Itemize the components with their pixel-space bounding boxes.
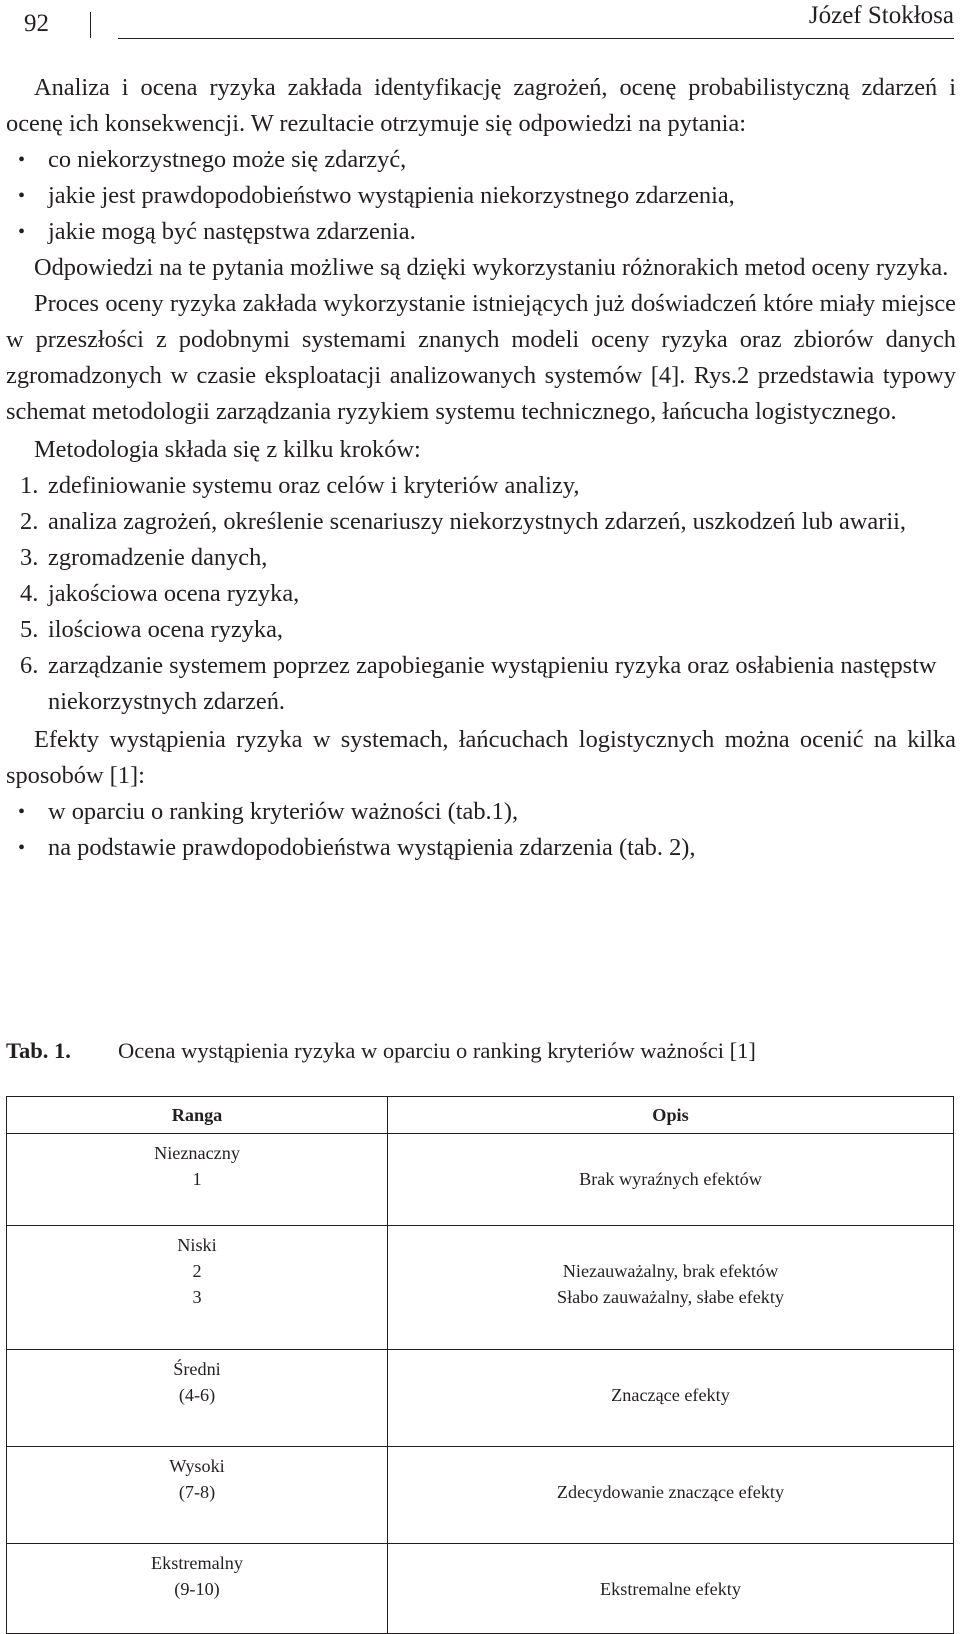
list-item: • na podstawie prawdopodobieństwa wystąpienia zdarzenia (tab. 2), xyxy=(6,830,956,866)
effects-paragraph: Efekty wystąpienia ryzyka w systemach, łańcuchach logistycznych można ocenić na kilka sposobów [1]: xyxy=(6,726,956,789)
list-item xyxy=(6,576,956,612)
table-row xyxy=(7,1226,954,1350)
description-cell xyxy=(388,1350,954,1447)
description-cell xyxy=(388,1226,954,1350)
step-number: 5. xyxy=(20,616,39,643)
answers-paragraph: Odpowiedzi na te pytania możliwe są dzięki wykorzystaniu różnorakich metod oceny ryzyka. xyxy=(34,254,949,281)
risk-ranking-table xyxy=(6,1096,954,1634)
description-text: Zdecydowanie znaczące efekty xyxy=(556,1482,785,1502)
page-number: 92 xyxy=(24,10,49,37)
step-number: 1. xyxy=(20,472,39,499)
rank-name: Wysoki xyxy=(169,1456,225,1476)
list-item xyxy=(6,540,956,576)
rank-value: (9-10) xyxy=(174,1579,220,1599)
step-number: 6. xyxy=(20,652,39,679)
rank-cell xyxy=(7,1447,388,1544)
step-text: ilościowa ocena ryzyka, xyxy=(48,616,283,643)
step-text: zgromadzenie danych, xyxy=(48,544,268,571)
table-row xyxy=(7,1544,954,1634)
step-number: 2. xyxy=(20,508,39,535)
questions-list xyxy=(6,142,956,250)
rank-value: (4-6) xyxy=(178,1385,216,1405)
description-text: Brak wyraźnych efektów xyxy=(579,1169,762,1189)
running-head-author: Józef Stokłosa xyxy=(808,2,954,29)
column-header-rank: Ranga xyxy=(7,1097,388,1134)
list-item xyxy=(6,504,956,540)
rank-cell xyxy=(7,1226,388,1350)
list-item: • w oparciu o ranking kryteriów ważności (tab.1), xyxy=(6,794,956,830)
list-item xyxy=(6,468,956,504)
description-cell xyxy=(388,1544,954,1634)
list-item: • jakie mogą być następstwa zdarzenia. xyxy=(6,214,956,250)
methodology-steps xyxy=(6,468,956,720)
description-text: Niezauważalny, brak efektów xyxy=(562,1261,779,1281)
step-text: jakościowa ocena ryzyka, xyxy=(48,580,300,607)
description-text: Ekstremalne efekty xyxy=(600,1579,741,1599)
step-text: analiza zagrożeń, określenie scenariuszy niekorzystnych zdarzeń, uszkodzeń lub awarii, xyxy=(48,508,907,535)
table-row xyxy=(7,1447,954,1544)
rank-value: 1 xyxy=(192,1169,202,1189)
description-text: Znaczące efekty xyxy=(611,1385,730,1405)
rank-value: (7-8) xyxy=(178,1482,216,1502)
table-caption-text: Ocena wystąpienia ryzyka w oparciu o ranking kryteriów ważności [1] xyxy=(118,1038,756,1063)
rank-name: Niski xyxy=(177,1235,217,1255)
list-item: • jakie jest prawdopodobieństwo wystąpienia niekorzystnego zdarzenia, xyxy=(6,178,956,214)
rank-value: 2 xyxy=(192,1261,202,1281)
page-header xyxy=(0,0,960,44)
step-text: zdefiniowanie systemu oraz celów i kryteriów analizy, xyxy=(48,472,580,499)
methodology-intro: Metodologia składa się z kilku kroków: xyxy=(34,436,421,463)
step-number: 3. xyxy=(20,544,39,571)
list-item xyxy=(6,612,956,648)
table-header-row xyxy=(7,1097,954,1134)
description-cell xyxy=(388,1134,954,1226)
column-header-description: Opis xyxy=(388,1097,954,1134)
body-text xyxy=(6,70,956,866)
step-text: zarządzanie systemem poprzez zapobieganie wystąpieniu ryzyka oraz osłabienia następstw niekorzystnych zdarzeń. xyxy=(48,652,937,715)
rank-name: Średni xyxy=(173,1359,221,1379)
rank-cell xyxy=(7,1350,388,1447)
rank-cell xyxy=(7,1134,388,1226)
rank-name: Nieznaczny xyxy=(154,1143,240,1163)
header-separator xyxy=(90,12,91,38)
rank-value: 3 xyxy=(192,1287,202,1307)
rank-name: Ekstremalny xyxy=(151,1553,243,1573)
description-text: Słabo zauważalny, słabe efekty xyxy=(556,1287,785,1307)
list-item xyxy=(6,648,956,720)
table-row xyxy=(7,1134,954,1226)
rank-cell xyxy=(7,1544,388,1634)
intro-paragraph: Analiza i ocena ryzyka zakłada identyfikację zagrożeń, ocenę probabilistyczną zdarzeń i ocenę ich konsekwencji. W rezultacie otrzymuje się odpowiedzi na pytania: xyxy=(6,74,956,137)
process-paragraph: Proces oceny ryzyka zakłada wykorzystanie istniejących już doświadczeń które miały miejsce w przeszłości z podobnymi systemami znanych modeli oceny ryzyka oraz zbiorów danych zgromadzonych w czasie eksploatacji analizowanych systemów [4]. Rys.2 przedstawia typowy schemat metodologii zarządzania ryzykiem systemu technicznego, łańcucha logistycznego. xyxy=(6,290,956,425)
table-label: Tab. 1. xyxy=(6,1038,71,1063)
effects-methods-list xyxy=(6,794,956,866)
header-rule xyxy=(118,38,954,39)
list-item: • co niekorzystnego może się zdarzyć, xyxy=(6,142,956,178)
table-row xyxy=(7,1350,954,1447)
description-cell xyxy=(388,1447,954,1544)
step-number: 4. xyxy=(20,580,39,607)
